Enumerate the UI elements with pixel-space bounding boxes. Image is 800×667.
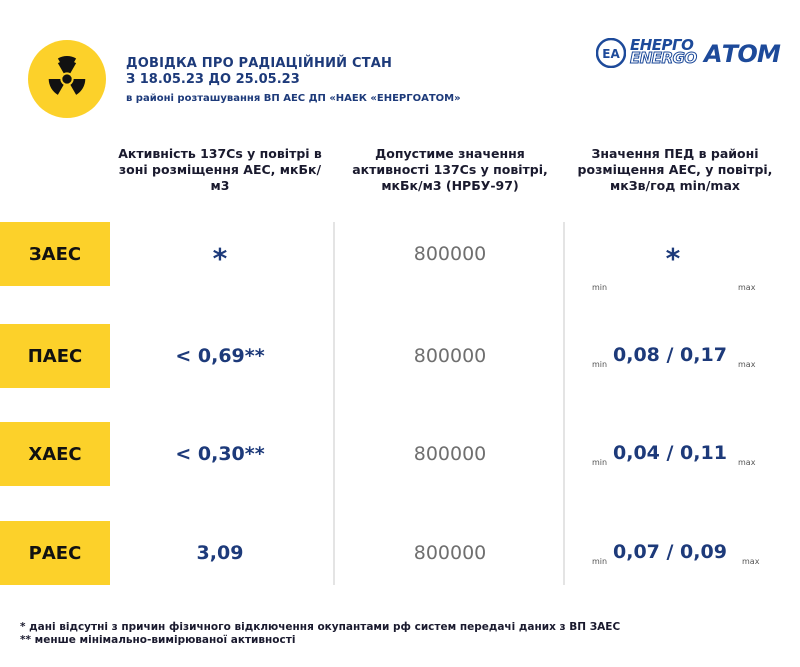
ped-value: * [665,241,681,275]
brand-word-energo: ЕНЕРГО [630,36,694,54]
min-label: min [592,283,608,292]
energoatom-mark-icon [596,38,626,68]
row-label-zaes: ЗАЕС [0,222,110,286]
date-range: З 18.05.23 ДО 25.05.23 [126,72,300,87]
energoatom-logo [596,38,786,70]
column-divider [333,222,335,585]
permissible-value: 800000 [413,443,487,465]
min-label: min [592,458,608,467]
row-label-raes: РАЕС [0,521,110,585]
activity-value: * [212,241,228,275]
max-label: max [738,458,756,467]
column-header-ped: Значення ПЕД в районі розміщення АЕС, у повітрі, мкЗв/год min/max [577,146,773,193]
footnote-1: * дані відсутні з причин фізичного відключення окупантами рф систем передачі даних з ВП ЗАЕС [20,621,621,633]
activity-value: < 0,69** [175,345,265,367]
max-label: max [738,283,756,292]
radiation-trefoil-icon [28,40,106,118]
page-subtitle: в районі розташування ВП АЕС ДП «НАЕК «ЕНЕРГОАТОМ» [126,93,461,104]
ped-value: 0,08 / 0,17 [613,344,727,366]
min-label: min [592,360,608,369]
row-label-paes: ПАЕС [0,324,110,388]
permissible-value: 800000 [413,243,487,265]
min-label: min [592,557,608,566]
max-label: max [738,360,756,369]
ped-value: 0,07 / 0,09 [613,541,727,563]
brand-word-energo-outline: ENERGO [630,49,697,67]
header-block [126,56,461,108]
brand-word-atom: АТОМ [704,40,781,68]
footnote-2: ** менше мінімально-вимірюваної активності [20,634,296,646]
row-label-khaes: ХАЕС [0,422,110,486]
column-header-activity: Активність 137Cs у повітрі в зоні розміщення АЕС, мкБк/м3 [118,146,322,193]
column-header-permissible: Допустиме значення активності 137Cs у повітрі, мкБк/м3 (НРБУ-97) [352,146,548,193]
activity-value: 3,09 [196,542,244,564]
brand-mark-letters: EA [602,47,620,61]
max-label: max [742,557,760,566]
permissible-value: 800000 [413,542,487,564]
ped-value: 0,04 / 0,11 [613,442,727,464]
page-title: ДОВІДКА ПРО РАДІАЦІЙНИЙ СТАН [126,56,393,71]
permissible-value: 800000 [413,345,487,367]
activity-value: < 0,30** [175,443,265,465]
